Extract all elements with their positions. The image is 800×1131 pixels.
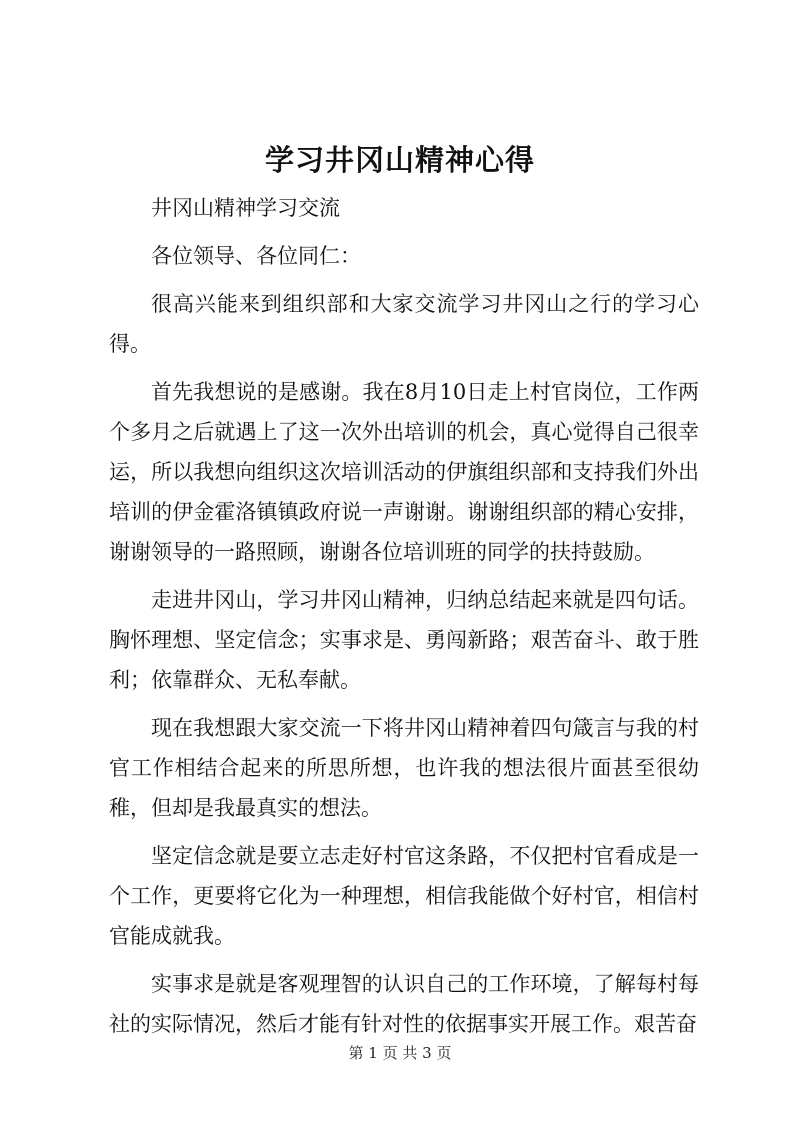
page-footer: 第 1 页 共 3 页 bbox=[348, 1044, 452, 1062]
paragraph: 很高兴能来到组织部和大家交流学习井冈山之行的学习心得。 bbox=[109, 292, 699, 356]
paragraph: 实事求是就是客观理智的认识自己的工作环境，了解每村每社的实际情况，然后才能有针对性的依据事实开展工作。艰苦奋 bbox=[109, 972, 699, 1036]
paragraph-heading: 井冈山精神学习交流 bbox=[151, 196, 340, 220]
paragraph: 走进井冈山，学习井冈山精神，归纳总结起来就是四句话。胸怀理想、坚定信念；实事求是、勇闯新路；艰苦奋斗、敢于胜利；依靠群众、无私奉献。 bbox=[109, 588, 699, 692]
paragraph: 现在我想跟大家交流一下将井冈山精神着四句箴言与我的村官工作相结合起来的所思所想，也许我的想法很片面甚至很幼稚，但却是我最真实的想法。 bbox=[109, 716, 699, 820]
paragraph-salutation: 各位领导、各位同仁： bbox=[151, 244, 361, 268]
document-title: 学习井冈山精神心得 bbox=[264, 143, 535, 177]
document-body bbox=[109, 188, 699, 1052]
paragraph: 坚定信念就是要立志走好村官这条路，不仅把村官看成是一个工作，更要将它化为一种理想，相信我能做个好村官，相信村官能成就我。 bbox=[109, 844, 699, 948]
paragraph: 首先我想说的是感谢。我在8月10日走上村官岗位，工作两个多月之后就遇上了这一次外出培训的机会，真心觉得自己很幸运，所以我想向组织这次培训活动的伊旗组织部和支持我们外出培训的伊金霍洛镇镇政府说一声谢谢。谢谢组织部的精心安排，谢谢领导的一路照顾，谢谢各位培训班的同学的扶持鼓励。 bbox=[109, 380, 699, 564]
